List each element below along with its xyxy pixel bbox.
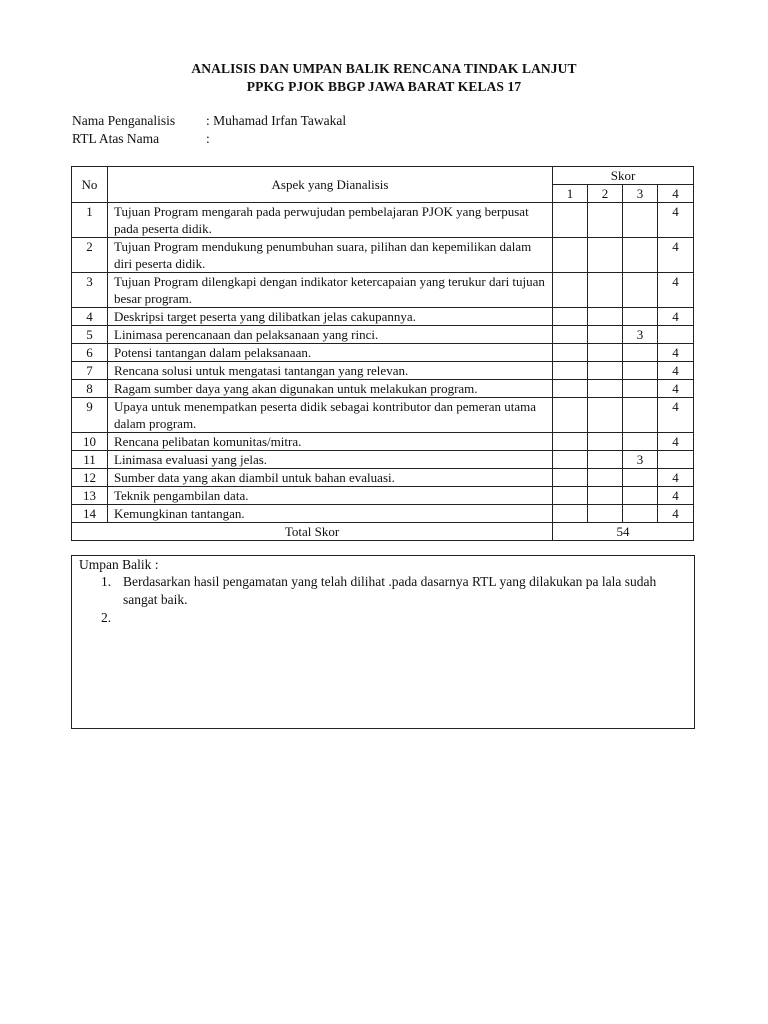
row-score-3 [623, 433, 658, 451]
total-value: 54 [553, 523, 694, 541]
table-row [72, 308, 694, 326]
row-score-3 [623, 487, 658, 505]
row-score-2 [588, 451, 623, 469]
row-aspek: Potensi tantangan dalam pelaksanaan. [108, 344, 553, 362]
table-row [72, 451, 694, 469]
header-skor: Skor [553, 167, 694, 185]
total-row [72, 523, 694, 541]
row-aspek: Ragam sumber daya yang akan digunakan untuk melakukan program. [108, 380, 553, 398]
header-aspek: Aspek yang Dianalisis [108, 167, 553, 203]
row-score-1 [553, 433, 588, 451]
feedback-item [79, 609, 687, 627]
table-row [72, 238, 694, 273]
header-score-2: 2 [588, 185, 623, 203]
row-score-2 [588, 398, 623, 433]
table-row [72, 380, 694, 398]
row-score-3 [623, 273, 658, 308]
table-row [72, 433, 694, 451]
row-score-1 [553, 344, 588, 362]
row-score-2 [588, 487, 623, 505]
row-no: 12 [72, 469, 108, 487]
header-no: No [72, 167, 108, 203]
table-row [72, 344, 694, 362]
row-no: 3 [72, 273, 108, 308]
row-score-3: 3 [623, 326, 658, 344]
row-score-1 [553, 326, 588, 344]
row-aspek: Tujuan Program mengarah pada perwujudan pembelajaran PJOK yang berpusat pada peserta didik. [108, 203, 553, 238]
row-aspek: Deskripsi target peserta yang dilibatkan jelas cakupannya. [108, 308, 553, 326]
row-no: 4 [72, 308, 108, 326]
header-score-3: 3 [623, 185, 658, 203]
row-score-1 [553, 398, 588, 433]
feedback-item-number: 2. [101, 610, 112, 625]
row-score-2 [588, 433, 623, 451]
row-no: 14 [72, 505, 108, 523]
total-label: Total Skor [72, 523, 553, 541]
row-score-4: 4 [658, 362, 694, 380]
document-subtitle: PPKG PJOK BBGP JAWA BARAT KELAS 17 [246, 79, 522, 94]
row-score-2 [588, 326, 623, 344]
analyst-line [72, 113, 346, 129]
row-score-1 [553, 308, 588, 326]
row-score-4 [658, 326, 694, 344]
row-score-3 [623, 308, 658, 326]
row-score-4: 4 [658, 238, 694, 273]
row-aspek: Upaya untuk menempatkan peserta didik sebagai kontributor dan pemeran utama dalam program. [108, 398, 553, 433]
analysis-table [71, 166, 694, 541]
row-aspek: Sumber data yang akan diambil untuk bahan evaluasi. [108, 469, 553, 487]
row-score-1 [553, 380, 588, 398]
table-row [72, 398, 694, 433]
feedback-box [71, 555, 695, 729]
row-no: 5 [72, 326, 108, 344]
row-score-1 [553, 238, 588, 273]
row-score-1 [553, 505, 588, 523]
table-row [72, 487, 694, 505]
row-no: 2 [72, 238, 108, 273]
row-no: 11 [72, 451, 108, 469]
rtl-label: RTL Atas Nama [72, 131, 160, 146]
row-score-2 [588, 203, 623, 238]
rtl-line [72, 131, 210, 147]
row-score-3 [623, 469, 658, 487]
row-score-4: 4 [658, 380, 694, 398]
row-score-4: 4 [658, 433, 694, 451]
row-score-3 [623, 203, 658, 238]
row-score-3 [623, 362, 658, 380]
table-row [72, 362, 694, 380]
row-no: 13 [72, 487, 108, 505]
analyst-label: Nama Penganalisis [72, 113, 176, 128]
document-title: ANALISIS DAN UMPAN BALIK RENCANA TINDAK LANJUT [191, 61, 577, 76]
row-score-2 [588, 273, 623, 308]
row-score-3 [623, 380, 658, 398]
table-row [72, 326, 694, 344]
rtl-value: : [206, 131, 210, 146]
row-no: 7 [72, 362, 108, 380]
row-score-2 [588, 380, 623, 398]
row-score-1 [553, 451, 588, 469]
row-aspek: Teknik pengambilan data. [108, 487, 553, 505]
row-score-4: 4 [658, 469, 694, 487]
row-aspek: Linimasa evaluasi yang jelas. [108, 451, 553, 469]
row-no: 6 [72, 344, 108, 362]
row-score-4: 4 [658, 308, 694, 326]
row-no: 8 [72, 380, 108, 398]
row-score-2 [588, 308, 623, 326]
row-no: 9 [72, 398, 108, 433]
row-no: 10 [72, 433, 108, 451]
row-score-1 [553, 203, 588, 238]
row-score-3 [623, 505, 658, 523]
row-aspek: Rencana solusi untuk mengatasi tantangan yang relevan. [108, 362, 553, 380]
feedback-item-text: Berdasarkan hasil pengamatan yang telah dilihat .pada dasarnya RTL yang dilakukan pa lala sudah sangat baik. [123, 574, 657, 607]
row-score-4 [658, 451, 694, 469]
row-score-3 [623, 238, 658, 273]
row-score-2 [588, 362, 623, 380]
row-score-1 [553, 469, 588, 487]
feedback-item-number: 1. [101, 574, 112, 589]
row-score-2 [588, 469, 623, 487]
row-aspek: Rencana pelibatan komunitas/mitra. [108, 433, 553, 451]
row-aspek: Linimasa perencanaan dan pelaksanaan yang rinci. [108, 326, 553, 344]
row-score-1 [553, 273, 588, 308]
feedback-item [79, 573, 687, 609]
row-score-2 [588, 238, 623, 273]
table-row [72, 469, 694, 487]
table-row [72, 505, 694, 523]
row-score-4: 4 [658, 203, 694, 238]
row-aspek: Tujuan Program dilengkapi dengan indikator ketercapaian yang terukur dari tujuan besar program. [108, 273, 553, 308]
row-aspek: Tujuan Program mendukung penumbuhan suara, pilihan dan kepemilikan dalam diri peserta didik. [108, 238, 553, 273]
row-score-4: 4 [658, 487, 694, 505]
row-score-1 [553, 487, 588, 505]
row-score-1 [553, 362, 588, 380]
analyst-value: : Muhamad Irfan Tawakal [206, 113, 347, 128]
row-score-4: 4 [658, 273, 694, 308]
row-score-3 [623, 398, 658, 433]
header-score-1: 1 [553, 185, 588, 203]
table-row [72, 203, 694, 238]
row-score-4: 4 [658, 344, 694, 362]
row-score-2 [588, 505, 623, 523]
feedback-title: Umpan Balik : [79, 557, 159, 572]
row-score-4: 4 [658, 398, 694, 433]
header-score-4: 4 [658, 185, 694, 203]
row-aspek: Kemungkinan tantangan. [108, 505, 553, 523]
row-score-2 [588, 344, 623, 362]
row-score-4: 4 [658, 505, 694, 523]
row-score-3 [623, 344, 658, 362]
row-no: 1 [72, 203, 108, 238]
feedback-list [79, 573, 687, 627]
row-score-3: 3 [623, 451, 658, 469]
table-row [72, 273, 694, 308]
